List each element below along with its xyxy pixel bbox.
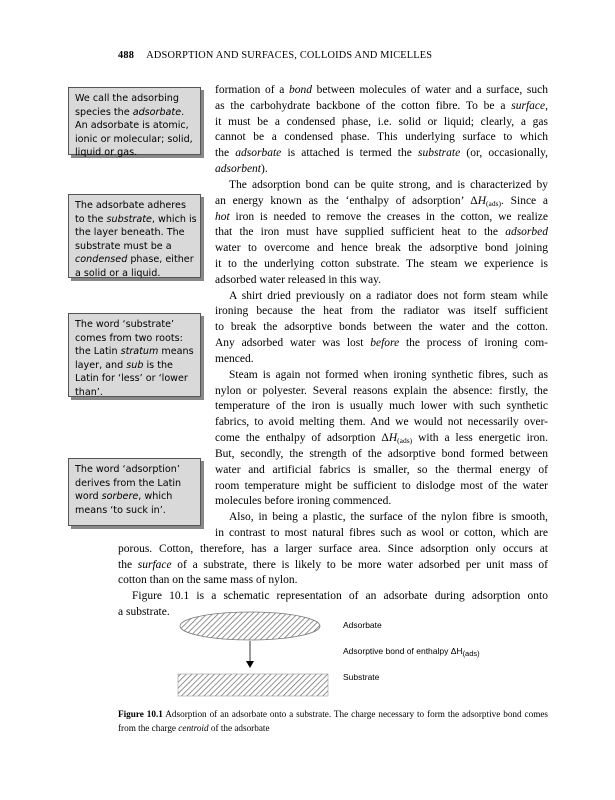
- text-run: before: [370, 337, 400, 350]
- text-run: the: [215, 147, 236, 160]
- text-run: . Since a: [501, 194, 549, 207]
- text-run: , which means ‘to suck in’.: [75, 491, 173, 516]
- text-run: ,: [545, 99, 548, 112]
- text-run: A shirt dried previously on a radiator does not form steam while: [229, 289, 548, 302]
- body-line: [215, 495, 548, 507]
- text-run: as the carbohydrate backbone of the cotton fibre. To be a: [215, 99, 512, 112]
- text-run: formation of a: [215, 84, 289, 96]
- text-run: surface: [137, 558, 172, 571]
- body-line: [215, 195, 548, 207]
- figure-caption: [118, 707, 548, 735]
- text-run: sorbere: [101, 491, 139, 503]
- text-run: fabrics, to avoid melting them. And we would not necessarily over-: [215, 416, 548, 429]
- text-run: it to the underlying cotton substrate. The steam we experience is: [215, 258, 548, 271]
- text-run: Figure 10.1: [118, 709, 163, 719]
- text-run: adsorbate: [132, 106, 182, 118]
- text-run: phase, either a solid or a liquid.: [75, 254, 194, 279]
- text-run: of the adsorbate: [208, 723, 270, 733]
- substrate-label: Substrate: [343, 672, 380, 682]
- body-line: [215, 337, 548, 349]
- text-run: stratum: [120, 346, 159, 358]
- text-run: (ads): [397, 436, 413, 446]
- text-run: (ads): [486, 198, 501, 208]
- text-run: The adsorbate adheres to the: [75, 200, 186, 225]
- body-line: [118, 574, 548, 586]
- text-run: Adsorption of an adsorbate onto a substrate. The charge necessary to form the adsorptive bond comes from the charge: [118, 709, 549, 733]
- body-line: [215, 400, 548, 412]
- body-line: [215, 527, 548, 539]
- body-line: [215, 274, 548, 286]
- body-line: [215, 385, 548, 397]
- text-run: molecules before ironing commenced.: [215, 495, 392, 508]
- text-run: water and artificial fabrics is smaller, so the thermal energy of: [215, 463, 548, 476]
- running-header: [118, 50, 432, 61]
- text-run: menced.: [215, 352, 254, 365]
- adsorbate-label: Adsorbate: [343, 620, 382, 630]
- text-run: iron is needed to remove the creases in the cotton, we realize: [229, 210, 548, 223]
- margin-note-adsorption-etymology: [68, 458, 201, 526]
- text-run: Also, in being a plastic, the surface of the nylon fibre is smooth,: [229, 511, 548, 524]
- body-line: [215, 416, 548, 428]
- body-line: [118, 559, 548, 571]
- text-run: water to overcome and hence break the adsorptive bond joining: [215, 242, 548, 255]
- text-run: condensed: [75, 254, 128, 266]
- body-line: [215, 353, 548, 365]
- body-line: [229, 511, 548, 523]
- text-run: ironing because the heat from the radiator was itself sufficient: [215, 305, 548, 318]
- text-run: means layer, and: [75, 346, 194, 371]
- text-run: it must be a condensed phase, i.e. solid or liquid; clearly, a gas: [215, 115, 548, 128]
- margin-note-adsorbate: [68, 87, 201, 159]
- running-title: ADSORPTION AND SURFACES, COLLOIDS AND MICELLES: [146, 50, 433, 61]
- text-run: cotton than on the same mass of nylon.: [118, 574, 298, 587]
- text-run: But, secondly, the strength of the adsorptive bond formed between: [215, 447, 548, 460]
- text-run: the process of ironing com-: [399, 337, 548, 350]
- body-line: [215, 258, 548, 270]
- text-run: adsorbed: [505, 226, 548, 239]
- text-run: bond: [288, 84, 312, 96]
- text-run: H: [477, 194, 486, 207]
- text-run: room temperature might be sufficient to dislodge most of the water: [215, 479, 548, 492]
- substrate-block: [178, 674, 328, 696]
- text-run: The word ‘substrate’ comes from two roots: the Latin: [75, 319, 183, 358]
- text-run: substrate: [418, 147, 461, 160]
- body-line: [132, 590, 548, 602]
- text-run: ).: [261, 163, 268, 176]
- text-run: of a substrate, there is likely to be more water adsorbed per unit mass of: [171, 558, 548, 571]
- body-line: [215, 226, 548, 238]
- text-run: the: [118, 558, 138, 571]
- body-line: [215, 432, 548, 444]
- text-run: centroid: [178, 723, 209, 733]
- text-run: an energy known as the ‘enthalpy of adsorption’ Δ: [215, 194, 478, 207]
- text-run: substrate: [106, 213, 152, 225]
- bond-arrow-head: [246, 661, 254, 668]
- margin-note-substrate: [68, 194, 201, 278]
- text-run: is attached is termed the: [281, 147, 419, 160]
- body-line: [229, 369, 548, 381]
- text-run: (or, occasionally,: [460, 147, 548, 160]
- text-run: Any adsorbed water was lost: [215, 337, 371, 350]
- margin-note-substrate-etymology: [68, 313, 201, 397]
- body-line: [215, 116, 548, 128]
- text-run: that the iron must have supplied sufficient heat to the: [215, 226, 506, 239]
- body-line: [215, 305, 548, 317]
- body-line: [215, 100, 548, 112]
- body-line: [118, 543, 548, 555]
- text-run: in contrast to most natural fibres such as wool or cotton, which are: [215, 526, 548, 539]
- body-line: [215, 464, 548, 476]
- body-line: [229, 290, 548, 302]
- text-run: . An adsorbate is atomic, ionic or molecular; solid, liquid or gas.: [75, 106, 193, 159]
- body-line: [215, 211, 548, 223]
- text-run: is the Latin for ‘less’ or ‘lower than’.: [75, 359, 188, 398]
- bond-label: Adsorptive bond of enthalpy $\Delta H_{(ads)}$: [343, 646, 480, 658]
- text-run: with a less energetic iron.: [412, 432, 548, 445]
- text-run: a substrate.: [118, 606, 170, 619]
- text-run: temperature of the iron is usually much lower with such synthetic: [215, 400, 548, 413]
- text-run: We call the adsorbing species the: [75, 93, 179, 118]
- body-line: [215, 131, 548, 143]
- text-run: The word ‘adsorption’ derives from the Latin word: [75, 464, 182, 503]
- body-line: [215, 242, 548, 254]
- text-run: H: [388, 432, 398, 445]
- text-run: The adsorption bond can be quite strong, and is characterized by: [229, 178, 548, 191]
- text-run: adsorbate: [235, 147, 282, 160]
- text-run: sub: [126, 359, 144, 371]
- text-run: to break the adsorptive bonds between the water and the cotton.: [215, 321, 548, 334]
- text-run: cannot be a condensed phase. This underlying surface to which: [215, 131, 548, 144]
- body-line: [215, 163, 548, 175]
- text-run: porous. Cotton, therefore, has a larger surface area. Since adsorption only occurs at: [118, 542, 548, 555]
- text-run: Steam is again not formed when ironing synthetic fibres, such as: [229, 368, 548, 381]
- text-run: come the enthalpy of adsorption Δ: [215, 432, 389, 445]
- body-line: [229, 179, 548, 191]
- text-run: nylon or polyester. Several reasons explain the absence: firstly, the: [215, 384, 548, 397]
- text-run: between molecules of water and a surface, such: [311, 84, 548, 96]
- text-run: Figure 10.1 is a schematic representation of an adsorbate during adsorption onto: [132, 590, 548, 603]
- body-line: [215, 321, 548, 333]
- body-line: [118, 606, 548, 618]
- body-line: [215, 147, 548, 159]
- text-run: , which is the layer beneath. The substrate must be a: [75, 213, 197, 252]
- page-number: 488: [118, 50, 135, 61]
- text-run: adsorbent: [215, 163, 261, 176]
- body-line: [215, 84, 548, 96]
- body-line: [215, 448, 548, 460]
- body-line: [215, 480, 548, 492]
- text-run: surface: [511, 99, 546, 112]
- text-run: hot: [215, 210, 230, 223]
- text-run: adsorbed water released in this way.: [215, 273, 381, 286]
